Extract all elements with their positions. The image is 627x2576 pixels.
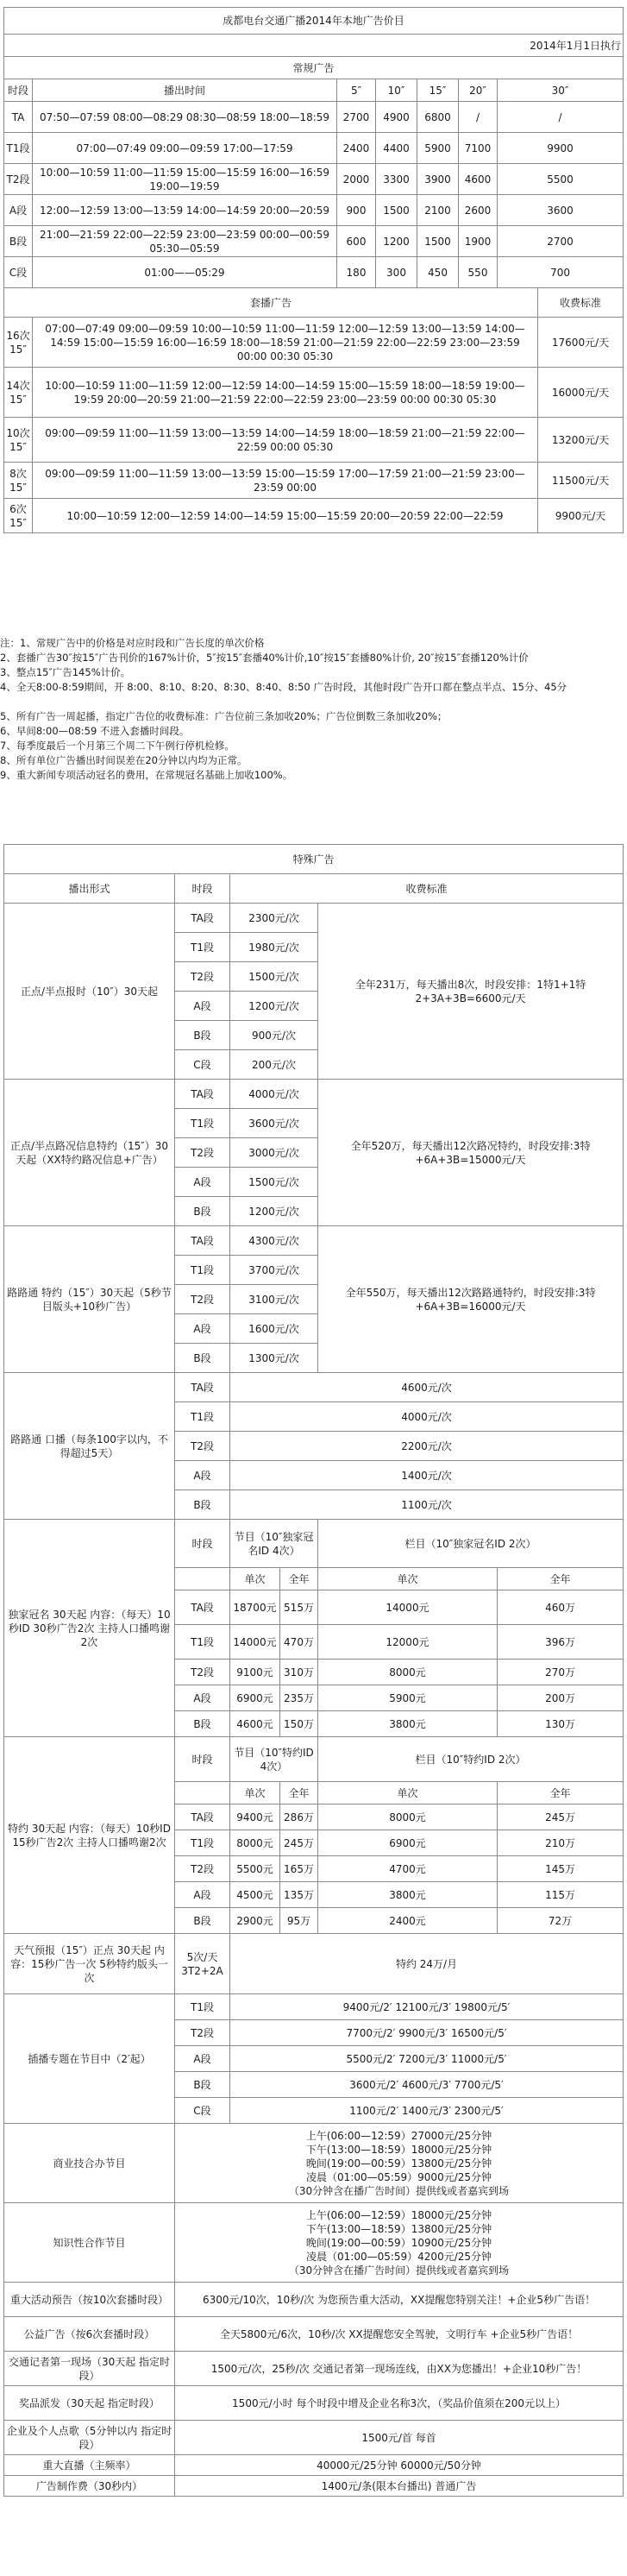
note-line: 注：1、常规广告中的价格是对应时段和广告长度的单次价格 <box>0 637 265 649</box>
slot-cell: T2段 <box>4 164 33 195</box>
price-cell: 7700元/2′ 9900元/3′ 16500元/5′ <box>230 2020 624 2046</box>
form-cell: 奖品派发（30天起 指定时段） <box>4 2386 175 2421</box>
slot-cell: B段 <box>175 1490 230 1520</box>
package-fee: 11500元/天 <box>538 463 624 499</box>
slot-cell: B段 <box>175 1344 230 1373</box>
package-times: 10:00—10:59 12:00—12:59 14:00—14:59 15:00—15:59 20:00—20:59 22:00—22:59 <box>33 499 538 533</box>
price-cell: 470万 <box>280 1625 318 1660</box>
regular-row <box>4 102 624 133</box>
form-cell: 公益广告（按6次套播时段） <box>4 2317 175 2352</box>
price-cell: 4700元 <box>318 1856 498 1882</box>
special-ad-table <box>3 844 624 2497</box>
slot-header: 时段 <box>175 1737 230 1782</box>
slot-cell: T2段 <box>175 2020 230 2046</box>
package-fee: 13200元/天 <box>538 418 624 463</box>
note-line: 6、早间8:00—08:59 不进入套播时间段。 <box>0 725 190 737</box>
price-line: 晚间(19:00—00:59）10900元/25分钟 <box>305 2236 492 2249</box>
slot-cell: T2段 <box>175 1856 230 1882</box>
package-row <box>4 463 624 499</box>
regular-row <box>4 164 624 195</box>
form-cell: 独家冠名 30天起 内容：（每天）10秒ID 30秒广告2次 主持人口播鸣谢2次 <box>4 1520 175 1737</box>
price-line: （30分钟含在播广告时间）提供线或者嘉宾到场 <box>288 2184 510 2197</box>
column-header: 栏目（10″特约ID 2次） <box>318 1737 624 1782</box>
price-cell: 180 <box>337 257 376 288</box>
price-cell: 9900 <box>498 133 624 164</box>
single-header: 单次 <box>318 1782 498 1804</box>
price-line: （30分钟含在播广告时间）提供线或者嘉宾到场 <box>288 2264 510 2277</box>
year-header: 全年 <box>498 1568 624 1590</box>
slot-cell: T1段 <box>175 1830 230 1856</box>
package-label: 10次15″ <box>4 418 33 463</box>
price-cell: 1300元/次 <box>230 1344 318 1373</box>
price-cell: 4000元/次 <box>230 1402 624 1432</box>
price-cell: 2400 <box>337 133 376 164</box>
price-cell: 1500元/次，25秒/次 交通记者第一现场连线，由XX为您播出！+企业10秒广告！ <box>175 2352 624 2386</box>
price-cell: 1200元/次 <box>230 992 318 1021</box>
price-cell: 1500 <box>376 195 417 226</box>
price-cell: 4400 <box>376 133 417 164</box>
price-cell: 5900元 <box>318 1685 498 1711</box>
form-cell: 重大活动预告（按10次套播时段） <box>4 2283 175 2317</box>
package-label: 8次15″ <box>4 463 33 499</box>
regular-ad-heading: 常规广告 <box>4 57 624 79</box>
slot-cell: T1段 <box>175 1109 230 1138</box>
note-line <box>0 695 627 709</box>
price-cell: 12000元 <box>318 1625 498 1660</box>
price-cell: 286万 <box>280 1804 318 1830</box>
price-cell: 3900 <box>417 164 459 195</box>
price-cell: 396万 <box>498 1625 624 1660</box>
price-cell: 1500元/首 每首 <box>175 2421 624 2455</box>
regular-row <box>4 195 624 226</box>
notes-block <box>0 636 627 783</box>
annual-note: 全年550万，每天播出12次路路通特约，时段安排:3特+6A+3B=16000元/天 <box>318 1226 624 1373</box>
price-cell: 270万 <box>498 1660 624 1685</box>
package-times: 10:00—10:59 11:00—11:59 12:00—12:59 14:00—14:59 15:00—15:59 18:00—18:59 19:00—19:59 20:00—20:59 21:00—21:59 22:00—22:59 23:00—23:59 00:00 00:30 05:30 <box>33 368 538 418</box>
year-header: 全年 <box>280 1568 318 1590</box>
price-cell: 4000元/次 <box>230 1080 318 1109</box>
price-cell: 9400元/2′ 12100元/3′ 19800元/5′ <box>230 1994 624 2020</box>
price-cell: 3600元/2′ 4600元/3′ 7700元/5′ <box>230 2072 624 2098</box>
slot-cell: B段 <box>175 1908 230 1934</box>
price-cell: 3600元/次 <box>230 1109 318 1138</box>
col-form: 播出形式 <box>4 874 175 904</box>
price-cell: 5500元/2′ 7200元/3′ 11000元/5′ <box>230 2046 624 2072</box>
package-ad-heading: 套播广告 <box>4 288 538 318</box>
slot-cell: T1段 <box>175 1994 230 2020</box>
slot-cell: B段 <box>175 1197 230 1226</box>
price-cell: 6900元 <box>318 1830 498 1856</box>
form-cell: 正点/半点路况信息特约（15″）30天起（XX特约路况信息+广告） <box>4 1080 175 1226</box>
price-cell: 200万 <box>498 1685 624 1711</box>
price-cell: 40000元/25分钟 60000元/50分钟 <box>175 2455 624 2476</box>
price-cell: 4600元 <box>230 1711 280 1737</box>
slot-cell: TA段 <box>175 1373 230 1402</box>
price-cell: 1500元/小时 每个时段中增及企业名称3次，（奖品价值须在200元以上） <box>175 2386 624 2421</box>
price-cell: 1400元/条(限本台播出) 普通广告 <box>175 2476 624 2497</box>
price-cell: 6800 <box>417 102 459 133</box>
price-cell: 5500 <box>498 164 624 195</box>
slot-cell: C段 <box>175 1050 230 1080</box>
col-20s: 20″ <box>459 79 498 102</box>
slot-cell: B段 <box>175 2072 230 2098</box>
price-cell: 2200元/次 <box>230 1432 624 1461</box>
price-cell: 1200元/次 <box>230 1197 318 1226</box>
slot-cell: T1段 <box>4 133 33 164</box>
form-cell: 正点/半点报时（10″）30天起 <box>4 904 175 1080</box>
price-cell: / <box>498 102 624 133</box>
price-cell: 3300 <box>376 164 417 195</box>
price-cell: 3600 <box>498 195 624 226</box>
price-cell: 2300元/次 <box>230 904 318 933</box>
price-line: 下午(13:00—18:59）13800元/25分钟 <box>305 2222 492 2235</box>
slot-cell: T2段 <box>175 1432 230 1461</box>
col-5s: 5″ <box>337 79 376 102</box>
slot-cell: T2段 <box>175 1285 230 1314</box>
form-cell: 路路通 特约（15″）30天起（5秒节目版头+10秒广告） <box>4 1226 175 1373</box>
price-cell: 4600元/次 <box>230 1373 624 1402</box>
package-label: 14次15″ <box>4 368 33 418</box>
price-line: 上午(06:00—12:59）18000元/25分钟 <box>305 2208 492 2221</box>
note-line: 4、全天8:00-8:59期间，开 8:00、8:10、8:20、8:30、8:40、8:50 广告时段，其他时段广告开口都在整点半点、15分、45分 <box>0 681 567 693</box>
package-row <box>4 318 624 368</box>
price-cell: 165万 <box>280 1856 318 1882</box>
note-line: 8、所有单位广告播出时间误差在20分钟以内均为正常。 <box>0 754 248 766</box>
price-cell: 2000 <box>337 164 376 195</box>
col-15s: 15″ <box>417 79 459 102</box>
price-cell: 210万 <box>498 1830 624 1856</box>
package-fee: 17600元/天 <box>538 318 624 368</box>
price-cell: 1900 <box>459 226 498 257</box>
price-cell: 2900元 <box>230 1908 280 1934</box>
price-cell: 3000元/次 <box>230 1138 318 1168</box>
price-cell: 450 <box>417 257 459 288</box>
slot-cell: T1段 <box>175 1402 230 1432</box>
slot-cell: A段 <box>175 1314 230 1344</box>
price-cell: 8000元 <box>318 1660 498 1685</box>
price-cell: 3100元/次 <box>230 1285 318 1314</box>
col-fee: 收费标准 <box>538 288 624 318</box>
time-cell: 21:00—21:59 22:00—22:59 23:00—23:59 00:00—00:59 05:30—05:59 <box>33 226 337 257</box>
note-line: 3、整点15″广告145%计价。 <box>0 666 131 678</box>
price-cell: 2700 <box>498 226 624 257</box>
price-lines <box>175 2124 624 2203</box>
price-cell: 550 <box>459 257 498 288</box>
slot-cell: T1段 <box>175 933 230 962</box>
price-cell: 2600 <box>459 195 498 226</box>
price-cell: 200元/次 <box>230 1050 318 1080</box>
price-cell: 2100 <box>417 195 459 226</box>
price-line: 上午(06:00—12:59）27000元/25分钟 <box>305 2129 492 2142</box>
annual-note: 全年520万，每天播出12次路况特约，时段安排:3特+6A+3B=15000元/天 <box>318 1080 624 1226</box>
slot-cell: TA <box>4 102 33 133</box>
price-cell: 14000元 <box>230 1625 280 1660</box>
price-cell: 1100元/次 <box>230 1490 624 1520</box>
regular-ad-table <box>3 7 624 533</box>
price-cell: 1400元/次 <box>230 1461 624 1490</box>
price-cell: 8000元 <box>318 1804 498 1830</box>
price-cell: 900 <box>337 195 376 226</box>
slot-cell: TA段 <box>175 1080 230 1109</box>
column-header: 栏目（10″独家冠名ID 2次） <box>318 1520 624 1568</box>
price-cell: 135万 <box>280 1882 318 1908</box>
form-cell: 特约 30天起 内容：（每天）10秒ID 15秒广告2次 主持人口播鸣谢2次 <box>4 1737 175 1934</box>
price-cell: 130万 <box>498 1711 624 1737</box>
annual-note: 全年231万，每天播出8次，时段安排：1特1+1特2+3A+3B=6600元/天 <box>318 904 624 1080</box>
price-cell: 1500元/次 <box>230 1168 318 1197</box>
regular-row <box>4 226 624 257</box>
price-cell: 全天5800元/6次，10秒/次 XX提醒您安全驾驶，文明行车 +企业5秒广告语！ <box>175 2317 624 2352</box>
package-row <box>4 418 624 463</box>
form-cell: 知识性合作节目 <box>4 2203 175 2283</box>
price-cell: 4900 <box>376 102 417 133</box>
col-10s: 10″ <box>376 79 417 102</box>
single-header: 单次 <box>230 1568 280 1590</box>
price-cell: 4600 <box>459 164 498 195</box>
package-times: 09:00—09:59 11:00—11:59 13:00—13:59 15:00—15:59 17:00—17:59 21:00—21:59 23:00—23:59 00:00 <box>33 463 538 499</box>
price-cell: 700 <box>498 257 624 288</box>
price-cell: 1600元/次 <box>230 1314 318 1344</box>
price-cell: 115万 <box>498 1882 624 1908</box>
slot-cell: 5次/天 3T2+2A <box>175 1934 230 1994</box>
form-cell: 企业及个人点歌（5分钟以内 指定时段） <box>4 2421 175 2455</box>
price-cell: 1500元/次 <box>230 962 318 992</box>
price-cell: 1100元/2′ 1400元/3′ 2300元/5′ <box>230 2098 624 2124</box>
slot-cell: T2段 <box>175 962 230 992</box>
form-cell: 路路通 口播（每条100字以内，不得超过5天） <box>4 1373 175 1520</box>
price-cell: 4300元/次 <box>230 1226 318 1256</box>
price-cell: 2400元 <box>318 1908 498 1934</box>
program-header: 节目（10″独家冠名ID 4次） <box>230 1520 318 1568</box>
price-lines <box>175 2203 624 2283</box>
slot-cell: A段 <box>175 1461 230 1490</box>
price-cell: 95万 <box>280 1908 318 1934</box>
price-cell: 150万 <box>280 1711 318 1737</box>
price-cell: 310万 <box>280 1660 318 1685</box>
slot-header: 时段 <box>175 1520 230 1568</box>
slot-cell: B段 <box>175 1021 230 1050</box>
blank-cell <box>175 1782 230 1804</box>
price-cell: 6900元 <box>230 1685 280 1711</box>
package-row <box>4 368 624 418</box>
slot-cell: A段 <box>4 195 33 226</box>
price-cell: 3800元 <box>318 1711 498 1737</box>
price-cell: 9100元 <box>230 1660 280 1685</box>
price-cell: / <box>459 102 498 133</box>
price-cell: 145万 <box>498 1856 624 1882</box>
time-cell: 10:00—10:59 11:00—11:59 15:00—15:59 16:00—16:59 19:00—19:59 <box>33 164 337 195</box>
slot-cell: C段 <box>175 2098 230 2124</box>
package-times: 07:00—07:49 09:00—09:59 10:00—10:59 11:00—11:59 12:00—12:59 13:00—13:59 14:00—14:59 15:00—15:59 16:00—16:59 18:00—18:59 21:00—21:59 22:00—22:59 23:00—23:59 00:00 00:30 05:30 <box>33 318 538 368</box>
time-cell: 01:00——05:29 <box>33 257 337 288</box>
price-line: 凌晨（01:00—05:59）4200元/25分钟 <box>306 2250 492 2263</box>
package-label: 16次15″ <box>4 318 33 368</box>
price-cell: 3800元 <box>318 1882 498 1908</box>
slot-cell: TA段 <box>175 1226 230 1256</box>
price-cell: 900元/次 <box>230 1021 318 1050</box>
price-cell: 235万 <box>280 1685 318 1711</box>
slot-cell: T1段 <box>175 1256 230 1285</box>
time-cell: 12:00—12:59 13:00—13:59 14:00—14:59 20:00—20:59 <box>33 195 337 226</box>
blank-cell <box>175 1568 230 1590</box>
year-header: 全年 <box>498 1782 624 1804</box>
slot-cell: TA段 <box>175 904 230 933</box>
package-fee: 16000元/天 <box>538 368 624 418</box>
price-line: 凌晨（01:00—05:59）9000元/25分钟 <box>306 2170 492 2183</box>
form-cell: 交通记者第一现场（30天起 指定时段） <box>4 2352 175 2386</box>
note-line: 9、重大新闻专项活动冠名的费用，在常规冠名基础上加收100%。 <box>0 769 293 781</box>
price-cell: 1980元/次 <box>230 933 318 962</box>
note-line: 7、每季度最后一个月第三个周二下午例行停机检修。 <box>0 740 235 752</box>
price-cell: 1200 <box>376 226 417 257</box>
effective-date: 2014年1月1日执行 <box>4 35 624 57</box>
slot-cell: A段 <box>175 1168 230 1197</box>
price-cell: 4500元 <box>230 1882 280 1908</box>
price-cell: 1500 <box>417 226 459 257</box>
form-cell: 重大直播（主频率） <box>4 2455 175 2476</box>
price-cell: 515万 <box>280 1590 318 1625</box>
package-label: 6次15″ <box>4 499 33 533</box>
price-cell: 3700元/次 <box>230 1256 318 1285</box>
price-cell: 300 <box>376 257 417 288</box>
price-cell: 460万 <box>498 1590 624 1625</box>
package-times: 09:00—09:59 11:00—11:59 13:00—13:59 14:00—14:59 18:00—18:59 21:00—21:59 22:00—22:59 00:00 05:30 <box>33 418 538 463</box>
slot-cell: A段 <box>175 992 230 1021</box>
price-cell: 5900 <box>417 133 459 164</box>
special-ad-heading: 特殊广告 <box>4 845 624 874</box>
price-cell: 245万 <box>280 1830 318 1856</box>
price-line: 下午(13:00—18:59）18000元/25分钟 <box>305 2143 492 2156</box>
slot-cell: TA段 <box>175 1804 230 1830</box>
slot-cell: A段 <box>175 1685 230 1711</box>
col-time: 播出时间 <box>33 79 337 102</box>
form-cell: 广告制作费（30秒内） <box>4 2476 175 2497</box>
slot-cell: TA段 <box>175 1590 230 1625</box>
col-slot: 时段 <box>175 874 230 904</box>
form-cell: 天气预报（15″）正点 30天起 内容：15秒广告一次 5秒特约版头一次 <box>4 1934 175 1994</box>
form-cell: 商业技合办节目 <box>4 2124 175 2203</box>
regular-row <box>4 133 624 164</box>
time-cell: 07:00—07:49 09:00—09:59 17:00—17:59 <box>33 133 337 164</box>
price-cell: 8000元 <box>230 1830 280 1856</box>
time-cell: 07:50—07:59 08:00—08:29 08:30—08:59 18:00—18:59 <box>33 102 337 133</box>
price-cell: 5500元 <box>230 1856 280 1882</box>
package-fee: 9900元/天 <box>538 499 624 533</box>
slot-cell: B段 <box>4 226 33 257</box>
slot-cell: T2段 <box>175 1138 230 1168</box>
slot-cell: A段 <box>175 2046 230 2072</box>
price-cell: 600 <box>337 226 376 257</box>
slot-cell: B段 <box>175 1711 230 1737</box>
year-header: 全年 <box>280 1782 318 1804</box>
col-fee: 收费标准 <box>230 874 624 904</box>
slot-cell: T1段 <box>175 1625 230 1660</box>
price-cell: 245万 <box>498 1804 624 1830</box>
price-cell: 6300元/10次，10秒/次 为您预告重大活动，XX提醒您特别关注！+企业5秒广告语！ <box>175 2283 624 2317</box>
price-cell: 2700 <box>337 102 376 133</box>
regular-row <box>4 257 624 288</box>
price-cell: 7100 <box>459 133 498 164</box>
price-cell: 特约 24万/月 <box>230 1934 624 1994</box>
price-line: 晚间(19:00—00:59）13800元/25分钟 <box>305 2157 492 2170</box>
price-cell: 72万 <box>498 1908 624 1934</box>
slot-cell: T2段 <box>175 1660 230 1685</box>
price-cell: 14000元 <box>318 1590 498 1625</box>
single-header: 单次 <box>318 1568 498 1590</box>
doc-title: 成都电台交通广播2014年本地广告价目 <box>4 8 624 35</box>
note-line: 2、套播广告30″按15″广告刊价的167%计价，5″按15″套播40%计价,10″按15″套播80%计价, 20″按15″套播120%计价 <box>0 652 529 664</box>
form-cell: 插播专题在节目中（2′起） <box>4 1994 175 2124</box>
slot-cell: C段 <box>4 257 33 288</box>
single-header: 单次 <box>230 1782 280 1804</box>
price-cell: 18700元 <box>230 1590 280 1625</box>
price-cell: 9400元 <box>230 1804 280 1830</box>
package-row <box>4 499 624 533</box>
col-slot: 时段 <box>4 79 33 102</box>
col-30s: 30″ <box>498 79 624 102</box>
note-line: 5、所有广告一周起播，指定广告位的收费标准：广告位前三条加收20%；广告位倒数三条加收20%； <box>0 710 448 722</box>
slot-cell: A段 <box>175 1882 230 1908</box>
program-header: 节目（10″特约ID 4次） <box>230 1737 318 1782</box>
